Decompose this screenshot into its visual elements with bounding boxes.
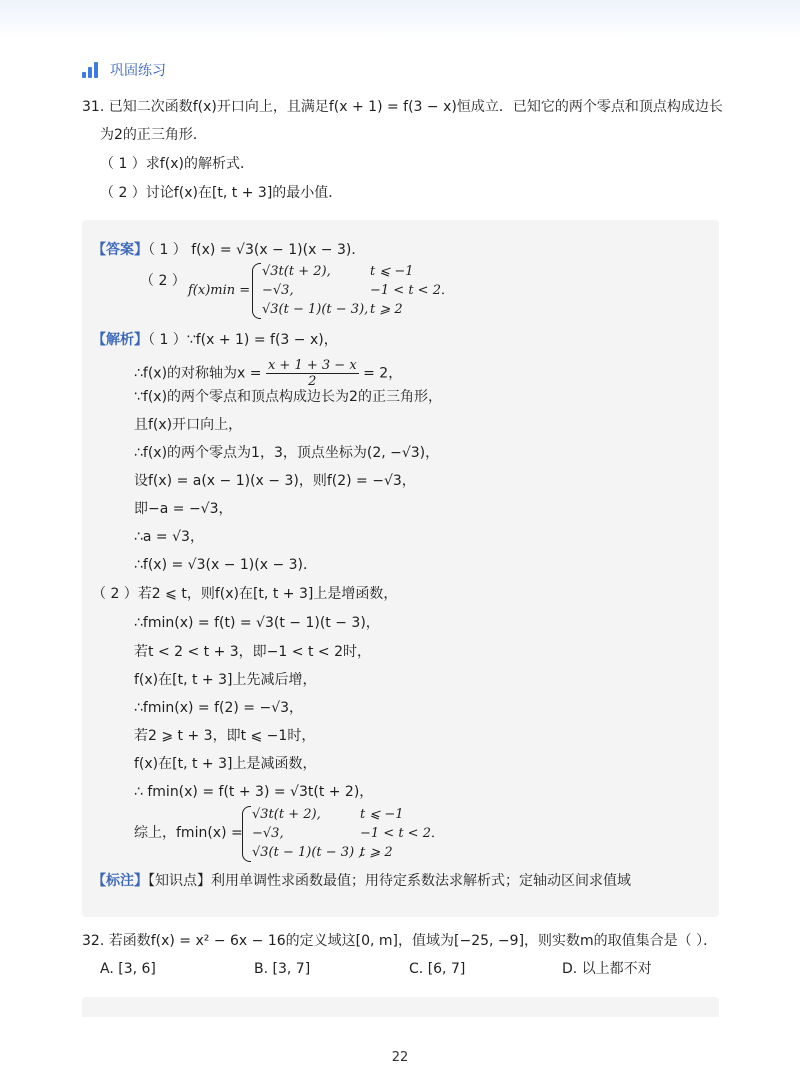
summary-case-1: √3t(t + 2), t ⩽ −1 xyxy=(252,807,404,822)
q32-option-a[interactable]: A. [3, 6] xyxy=(100,961,156,977)
answer-case-1: √3t(t + 2), t ⩽ −1 xyxy=(262,264,414,279)
analysis-l2: ∴f(x)的对称轴为x = $\frac{x + 1 + 3 - x}{2}$ = 2， xyxy=(134,358,403,389)
analysis-p2-5: ∴fmin(x) = f(2) = −√3， xyxy=(134,700,304,716)
summary-brace xyxy=(242,806,251,862)
section-header xyxy=(82,60,166,80)
answer-case-2: −√3, −1 < t < 2 ． xyxy=(262,283,454,298)
analysis-l4: 且f(x)开口向上， xyxy=(134,417,243,433)
answer-part1: （ 1 ） f(x) = √3(x − 1)(x − 3)． xyxy=(148,242,366,258)
answer-tag: 【答案】 xyxy=(92,242,148,258)
summary-piecewise xyxy=(252,805,444,862)
analysis-p2-4: f(x)在[t, t + 3]上先减后增， xyxy=(134,672,317,688)
analysis-l6: 设f(x) = a(x − 1)(x − 3)，则f(2) = −√3， xyxy=(134,473,416,489)
answer-row1 xyxy=(92,239,365,261)
answer-part2-label: （ 2 ） xyxy=(140,273,186,289)
answer-case-3: √3(t − 1)(t − 3), t ⩾ 2 xyxy=(262,302,403,317)
note-row xyxy=(92,870,631,892)
q32-option-d[interactable]: D. 以上都不对 xyxy=(562,961,652,977)
analysis-p2-1: （ 2 ）若2 ⩽ t，则f(x)在[t, t + 3]上是增函数， xyxy=(92,586,398,602)
analysis-p2-7: f(x)在[t, t + 3]上是减函数， xyxy=(134,756,317,772)
q32-option-b[interactable]: B. [3, 7] xyxy=(254,961,311,977)
q32-solution-panel xyxy=(82,997,719,1017)
analysis-l1: （ 1 ）∵f(x + 1) = f(3 − x)， xyxy=(148,332,338,348)
q31-stem-line2: 为2的正三角形． xyxy=(100,127,207,143)
answer-fmin-label: f(x)min = xyxy=(188,283,251,298)
analysis-p2-2: ∴fmin(x) = f(t) = √3(t − 1)(t − 3)， xyxy=(134,615,380,631)
analysis-tag: 【解析】 xyxy=(92,332,148,348)
analysis-p2-6: 若2 ⩾ t + 3，即t ⩽ −1时， xyxy=(134,728,316,744)
summary-label: 综上，fmin(x) = xyxy=(134,825,243,841)
note-text: 【知识点】利用单调性求函数最值；用待定系数法求解析式；定轴动区间求值域 xyxy=(148,873,631,889)
summary-case-3: √3(t − 1)(t − 3) , t ⩾ 2 xyxy=(252,845,393,860)
section-title: 巩固练习 xyxy=(110,63,166,79)
q31-stem-line1: 31. 已知二次函数f(x)开口向上，且满足f(x + 1) = f(3 − x)恒成立．已知它的两个零点和顶点构成边长 xyxy=(82,99,723,115)
analysis-l8: ∴a = √3， xyxy=(134,529,204,545)
answer-brace xyxy=(252,263,261,319)
analysis-p2-8: ∴ fmin(x) = f(t + 3) = √3t(t + 2)， xyxy=(134,784,374,800)
analysis-l3: ∵f(x)的两个零点和顶点构成边长为2的正三角形， xyxy=(134,389,442,405)
axis-fraction: $\frac{x + 1 + 3 - x}{2}$ xyxy=(267,358,357,389)
q31-part1: （ 1 ）求f(x)的解析式． xyxy=(100,156,254,172)
note-tag: 【标注】 xyxy=(92,873,148,889)
summary-case-2: −√3, −1 < t < 2 ． xyxy=(252,826,444,841)
q32-stem: 32. 若函数f(x) = x² − 6x − 16的定义域这[0, m]，值域为[−25, −9]，则实数m的取值集合是（ ）． xyxy=(82,933,718,949)
q31-part2: （ 2 ）讨论f(x)在[t, t + 3]的最小值． xyxy=(100,185,343,201)
bar-chart-icon xyxy=(82,62,100,78)
analysis-l9: ∴f(x) = √3(x − 1)(x − 3)． xyxy=(134,557,317,573)
answer-piecewise xyxy=(262,262,454,319)
analysis-l5: ∴f(x)的两个零点为1，3，顶点坐标为(2, −√3)， xyxy=(134,445,440,461)
analysis-l7: 即−a = −√3， xyxy=(134,501,233,517)
page-number: 22 xyxy=(391,1050,409,1065)
analysis-p2-3: 若t < 2 < t + 3，即−1 < t < 2时， xyxy=(134,644,371,660)
analysis-row1 xyxy=(92,329,338,351)
top-band xyxy=(0,0,800,40)
q32-option-c[interactable]: C. [6, 7] xyxy=(409,961,466,977)
